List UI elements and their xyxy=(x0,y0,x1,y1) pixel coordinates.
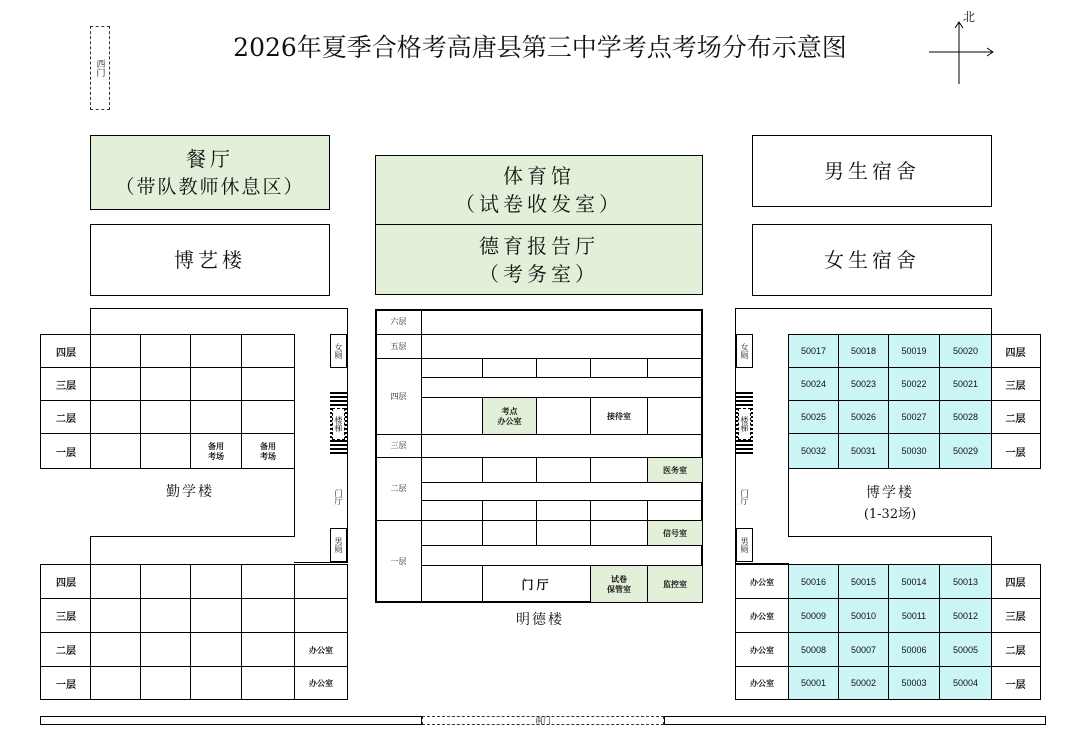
deyu-hall xyxy=(375,225,703,295)
office: 办公室 xyxy=(735,666,789,700)
classroom xyxy=(140,632,191,667)
floor-label: 三层 xyxy=(1005,380,1026,392)
classroom xyxy=(140,666,191,700)
classroom xyxy=(241,666,295,700)
floor-label: 六层 xyxy=(390,317,407,326)
classroom xyxy=(241,400,295,434)
floor-label: 二层 xyxy=(1005,413,1026,425)
exam-room: 50009 xyxy=(788,598,839,633)
classroom xyxy=(241,598,295,633)
classroom xyxy=(241,564,295,599)
floor-label: 三层 xyxy=(390,441,407,450)
classroom xyxy=(90,433,141,469)
floor-label: 一层 xyxy=(1005,447,1026,459)
classroom xyxy=(140,367,191,401)
classroom xyxy=(90,334,141,368)
floor-label: 三层 xyxy=(1005,612,1026,623)
lobby-label: 门厅 xyxy=(334,489,343,505)
classroom xyxy=(241,367,295,401)
floor-label: 二层 xyxy=(390,484,407,493)
signal-room: 信号室 xyxy=(648,521,702,545)
floor-label: 四层 xyxy=(390,391,407,401)
floor-label: 二层 xyxy=(56,646,76,657)
classroom xyxy=(190,632,242,667)
deyu-note: （考务室） xyxy=(479,261,599,286)
floor-label: 三层 xyxy=(56,612,76,623)
floor-label: 五层 xyxy=(390,341,407,351)
exam-room: 50012 xyxy=(939,598,992,633)
exam-room: 50008 xyxy=(788,632,839,667)
floor-label: 四层 xyxy=(56,578,76,589)
medical-room: 医务室 xyxy=(648,458,702,482)
exam-room: 50014 xyxy=(888,564,940,599)
stairs-label: 楼梯 xyxy=(332,408,345,440)
page-title: 2026年夏季合格考高唐县第三中学考点考场分布示意图 xyxy=(233,33,847,62)
exam-room: 50024 xyxy=(788,367,839,401)
south-gate: 南门 xyxy=(422,716,664,725)
exam-room: 50001 xyxy=(788,666,839,700)
classroom xyxy=(140,334,191,368)
female-restroom: 女厕 xyxy=(330,334,347,368)
lobby-label: 门厅 xyxy=(740,489,749,505)
male-restroom: 男厕 xyxy=(330,528,347,562)
classroom xyxy=(190,598,242,633)
exam-room: 50013 xyxy=(939,564,992,599)
female-restroom: 女厕 xyxy=(736,334,753,368)
exam-room: 50019 xyxy=(888,334,940,368)
male-restroom: 男厕 xyxy=(736,528,753,562)
spare-exam-room: 备用 考场 xyxy=(241,433,295,469)
office: 办公室 xyxy=(735,598,789,633)
floor-label: 四层 xyxy=(1005,578,1026,589)
compass-north-label: 北 xyxy=(963,10,976,24)
boxue-label: 博学楼 xyxy=(866,485,914,501)
west-gate: 西门 xyxy=(90,26,110,110)
classroom xyxy=(90,598,141,633)
gym-name: 体育馆 xyxy=(503,164,575,188)
boyi-building xyxy=(90,224,330,296)
qinxue-label: 勤学楼 xyxy=(166,484,214,500)
exam-room: 50017 xyxy=(788,334,839,368)
classroom xyxy=(140,564,191,599)
exam-room: 50022 xyxy=(888,367,940,401)
classroom xyxy=(140,433,191,469)
floor-label: 四层 xyxy=(56,347,76,359)
exam-room: 50002 xyxy=(838,666,889,700)
classroom xyxy=(294,598,348,633)
classroom xyxy=(190,334,242,368)
compass-icon xyxy=(925,8,1000,86)
spare-exam-room: 备用 考场 xyxy=(190,433,242,469)
exam-room: 50004 xyxy=(939,666,992,700)
south-wall-left xyxy=(40,716,422,725)
exam-room: 50011 xyxy=(888,598,940,633)
exam-room: 50020 xyxy=(939,334,992,368)
paper-storage-room: 试卷 保管室 xyxy=(591,566,647,602)
boys-dorm xyxy=(752,135,992,207)
exam-room: 50027 xyxy=(888,400,940,434)
exam-room: 50021 xyxy=(939,367,992,401)
gym xyxy=(375,155,703,225)
floor-label: 四层 xyxy=(1005,347,1026,359)
exam-room: 50007 xyxy=(838,632,889,667)
office: 办公室 xyxy=(294,632,348,667)
monitor-room: 监控室 xyxy=(648,566,702,602)
classroom xyxy=(190,400,242,434)
exam-room: 50005 xyxy=(939,632,992,667)
floor-label: 一层 xyxy=(390,556,407,566)
canteen-name: 餐厅 xyxy=(186,146,234,171)
classroom xyxy=(190,367,242,401)
girls-dorm xyxy=(752,224,992,296)
exam-room: 50016 xyxy=(788,564,839,599)
boxue-range: (1-32场) xyxy=(863,506,917,522)
exam-room: 50018 xyxy=(838,334,889,368)
exam-room: 50003 xyxy=(888,666,940,700)
canteen-note: （带队教师休息区） xyxy=(115,175,305,198)
classroom xyxy=(241,334,295,368)
classroom xyxy=(140,598,191,633)
exam-room: 50025 xyxy=(788,400,839,434)
floor-label: 一层 xyxy=(56,447,76,459)
classroom xyxy=(190,564,242,599)
floor-label: 一层 xyxy=(56,679,76,691)
classroom xyxy=(90,632,141,667)
floor-label: 三层 xyxy=(56,380,76,392)
exam-room: 50010 xyxy=(838,598,889,633)
canteen xyxy=(90,135,330,210)
floor-label: 二层 xyxy=(1005,646,1026,657)
exam-room: 50028 xyxy=(939,400,992,434)
exam-room: 50006 xyxy=(888,632,940,667)
deyu-name: 德育报告厅 xyxy=(479,233,599,258)
classroom xyxy=(90,400,141,434)
classroom xyxy=(90,666,141,700)
exam-room: 50030 xyxy=(888,433,940,469)
floor-label: 二层 xyxy=(56,413,76,425)
classroom xyxy=(190,666,242,700)
office: 办公室 xyxy=(294,666,348,700)
exam-room: 50015 xyxy=(838,564,889,599)
exam-room: 50032 xyxy=(788,433,839,469)
boyi-label: 博艺楼 xyxy=(174,248,246,272)
classroom xyxy=(241,632,295,667)
classroom xyxy=(90,564,141,599)
office: 办公室 xyxy=(735,632,789,667)
exam-room: 50026 xyxy=(838,400,889,434)
classroom xyxy=(90,367,141,401)
classroom xyxy=(140,400,191,434)
exam-room: 50023 xyxy=(838,367,889,401)
mingde-label: 明德楼 xyxy=(516,612,564,628)
exam-office: 考点 办公室 xyxy=(483,398,536,434)
floor-label: 一层 xyxy=(1005,679,1026,691)
exam-room: 50031 xyxy=(838,433,889,469)
center-lobby: 门厅 xyxy=(521,577,552,592)
stairs-label: 楼梯 xyxy=(738,408,751,440)
boys-dorm-label: 男生宿舍 xyxy=(824,159,920,183)
girls-dorm-label: 女生宿舍 xyxy=(824,248,920,272)
office: 办公室 xyxy=(735,564,789,599)
gym-note: （试卷收发室） xyxy=(455,192,623,216)
exam-room: 50029 xyxy=(939,433,992,469)
classroom xyxy=(294,564,348,599)
south-wall-right xyxy=(664,716,1046,725)
reception-room: 接待室 xyxy=(607,411,631,421)
